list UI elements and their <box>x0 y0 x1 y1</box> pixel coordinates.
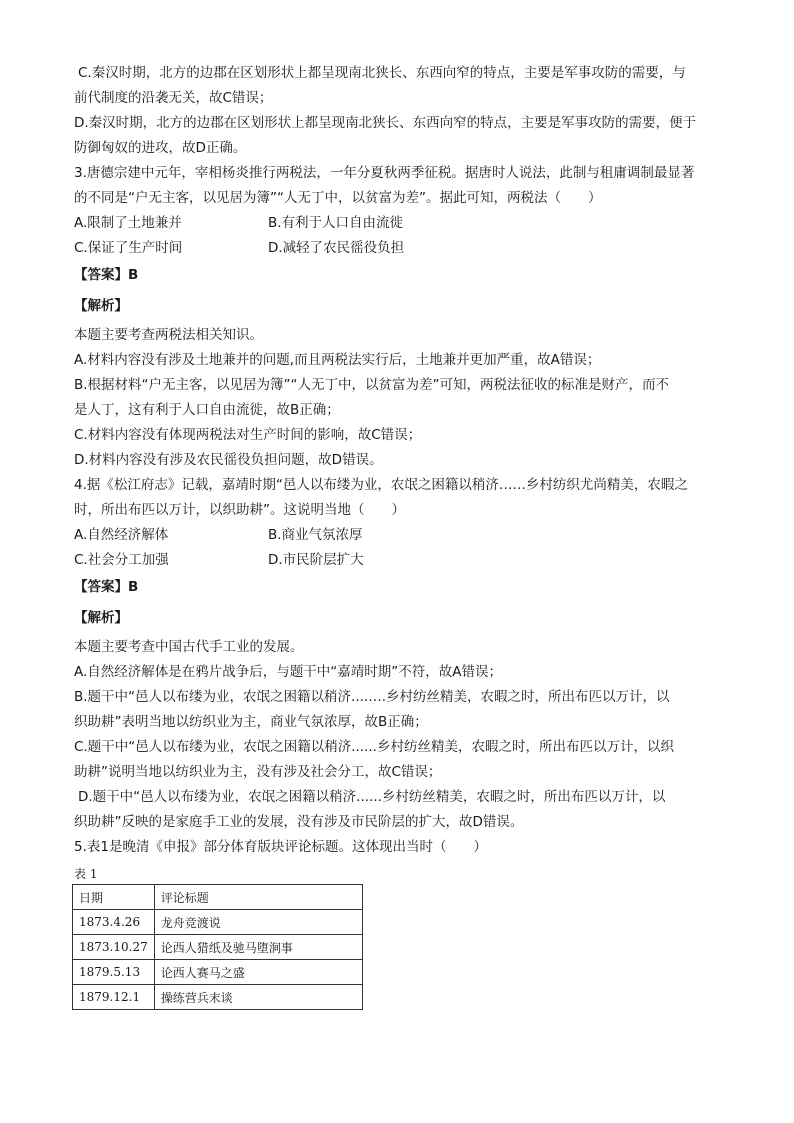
analysis-line: B.题干中“邑人以布缕为业，农氓之困籍以稍济....….乡村纺丝精美，农暇之时，所出布匹以万计，以 <box>74 689 670 705</box>
q3-option-b: B.有利于人口自由流徙 <box>268 215 404 231</box>
table-cell-date: 1873.4.26 <box>73 910 155 935</box>
comment-titles-table <box>72 884 363 1010</box>
analysis-line: A.自然经济解体是在鸦片战争后，与题干中“嘉靖时期”不符，故A错误； <box>74 664 503 680</box>
table-row <box>73 910 363 935</box>
q4-option-a: A.自然经济解体 <box>74 527 169 543</box>
analysis-line: A.材料内容没有涉及土地兼并的问题,而且两税法实行后，土地兼并更加严重，故A错误； <box>74 352 601 368</box>
text-line: 防御匈奴的进攻，故D正确。 <box>74 140 247 156</box>
question-3-stem: 3.唐德宗建中元年，宰相杨炎推行两税法，一年分夏秋两季征税。据唐时人说法，此制与租庸调制最显著 <box>74 165 695 181</box>
analysis-line: D.题干中“邑人以布缕为业，农氓之困籍以稍济......乡村纺丝精美，农暇之时，所出布匹以万计，以 <box>78 789 666 805</box>
analysis-line: 是人丁，这有利于人口自由流徙，故B正确； <box>74 402 340 418</box>
table-caption: 表 1 <box>74 867 98 881</box>
analysis-line: 本题主要考查两税法相关知识。 <box>74 327 263 343</box>
q3-analysis-label: 【解析】 <box>74 298 128 314</box>
analysis-line: D.材料内容没有涉及农民徭役负担问题，故D错误。 <box>74 452 383 468</box>
text-line: C.秦汉时期，北方的边郡在区划形状上都呈现南北狭长、东西向窄的特点，主要是军事攻防的需要，与 <box>78 65 686 81</box>
q4-option-c: C.社会分工加强 <box>74 552 169 568</box>
table-cell-title: 操练营兵末谈 <box>154 985 362 1010</box>
q4-option-b: B.商业气氛浓厚 <box>268 527 363 543</box>
q3-answer: 【答案】B <box>74 267 139 283</box>
table-cell-title: 论西人赛马之盛 <box>154 960 362 985</box>
analysis-line: B.根据材料“户无主客，以见居为簿”“人无丁中，以贫富为差”可知，两税法征收的标准是财产，而不 <box>74 377 670 393</box>
text-line: 前代制度的沿袭无关，故C错误； <box>74 90 273 106</box>
table-header-cell: 评论标题 <box>154 885 362 910</box>
table-cell-title: 论西人猎纸及驰马堕涧事 <box>154 935 362 960</box>
analysis-line: C.题干中“邑人以布缕为业，农氓之困籍以稍济......乡村纺丝精美，农暇之时，所出布匹以万计，以织 <box>74 739 674 755</box>
analysis-line: 织助耕”表明当地以纺织业为主，商业气氛浓厚，故B正确； <box>74 714 428 730</box>
question-3-stem: 的不同是“户无主客，以见居为簿”“人无丁中，以贫富为差”。据此可知，两税法（ ） <box>74 190 602 206</box>
q3-option-a: A.限制了土地兼并 <box>74 215 182 231</box>
table-header-cell: 日期 <box>73 885 155 910</box>
question-4-stem: 时，所出布匹以万计，以织助耕”。这说明当地（ ） <box>74 502 405 518</box>
q3-option-c: C.保证了生产时间 <box>74 240 183 256</box>
table-header-row <box>73 885 363 910</box>
text-line: D.秦汉时期，北方的边郡在区划形状上都呈现南北狭长、东西向窄的特点，主要是军事攻防的需要，便于 <box>74 115 697 131</box>
analysis-line: 本题主要考查中国古代手工业的发展。 <box>74 639 304 655</box>
q3-option-d: D.减轻了农民徭役负担 <box>268 240 405 256</box>
table-cell-date: 1873.10.27 <box>73 935 155 960</box>
table-cell-title: 龙舟竞渡说 <box>154 910 362 935</box>
q4-option-d: D.市民阶层扩大 <box>268 552 364 568</box>
question-4-stem: 4.据《松江府志》记载，嘉靖时期“邑人以布缕为业，农氓之困籍以稍济……乡村纺织尤尚精美，农暇之 <box>74 477 688 493</box>
table-cell-date: 1879.12.1 <box>73 985 155 1010</box>
table-row <box>73 935 363 960</box>
table-row <box>73 960 363 985</box>
table-cell-date: 1879.5.13 <box>73 960 155 985</box>
analysis-line: C.材料内容没有体现两税法对生产时间的影响，故C错误； <box>74 427 422 443</box>
analysis-line: 织助耕”反映的是家庭手工业的发展，没有涉及市民阶层的扩大，故D错误。 <box>74 814 524 830</box>
table-row <box>73 985 363 1010</box>
q4-answer: 【答案】B <box>74 579 139 595</box>
analysis-line: 助耕”说明当地以纺织业为主，没有涉及社会分工，故C错误； <box>74 764 442 780</box>
q4-analysis-label: 【解析】 <box>74 610 128 626</box>
question-5-stem: 5.表1是晚清《申报》部分体育版块评论标题。这体现出当时（ ） <box>74 839 487 855</box>
